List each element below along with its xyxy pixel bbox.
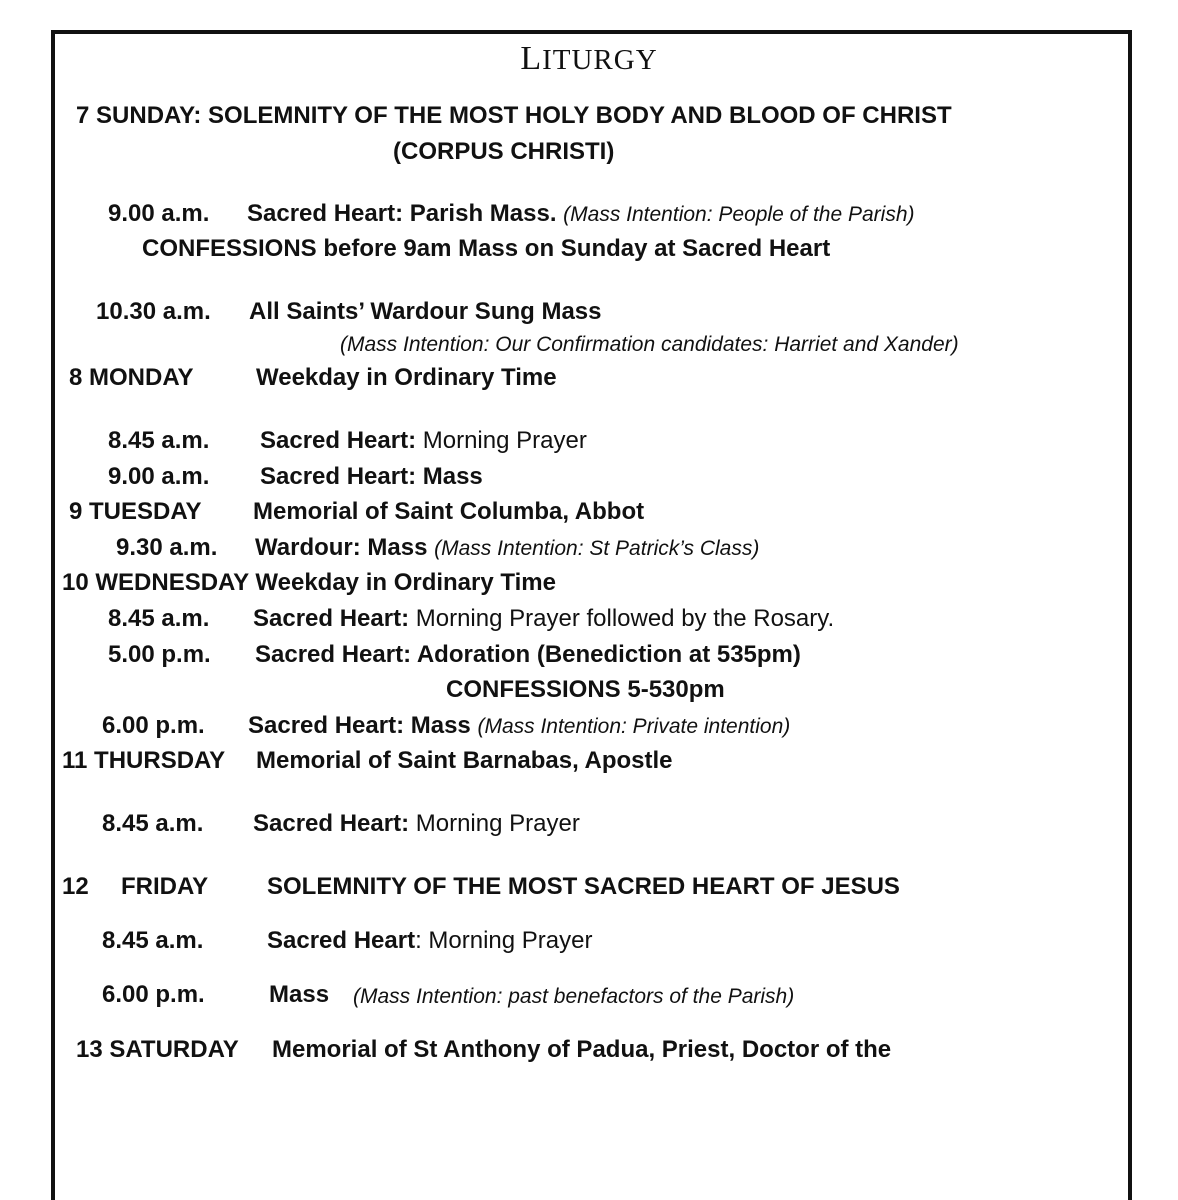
- day-description: Weekday in Ordinary Time: [256, 364, 557, 391]
- service-text: : Morning Prayer: [415, 927, 593, 954]
- mass-location: [253, 809, 580, 839]
- day-heading-friday-number: 12: [62, 873, 89, 900]
- service-text: Morning Prayer followed by the Rosary.: [409, 605, 835, 632]
- mass-location-text: Sacred Heart:: [253, 810, 410, 837]
- mass-time: 6.00 p.m.: [102, 981, 205, 1008]
- mass-intention: (Mass Intention: Our Confirmation candidates: Harriet and Xander): [340, 333, 959, 356]
- day-heading-saturday: 13 SATURDAY: [76, 1036, 239, 1063]
- mass-time: 8.45 a.m.: [102, 927, 204, 954]
- day-description: Memorial of Saint Columba, Abbot: [253, 498, 645, 525]
- day-description: Memorial of St Anthony of Padua, Priest, Doctor of the: [272, 1036, 892, 1063]
- mass-location: [248, 711, 790, 742]
- day-heading-tuesday: 9 TUESDAY: [69, 498, 202, 525]
- mass-time: 8.45 a.m.: [108, 605, 210, 632]
- mass-time: 6.00 p.m.: [102, 712, 205, 739]
- mass-intention: (Mass Intention: Private intention): [477, 715, 791, 738]
- mass-time: 8.45 a.m.: [102, 810, 204, 837]
- mass-time: 9.30 a.m.: [116, 534, 218, 561]
- day-heading-wednesday: 10 WEDNESDAY Weekday in Ordinary Time: [62, 569, 556, 596]
- mass-location: All Saints’ Wardour Sung Mass: [249, 298, 602, 325]
- mass-location-text: Sacred Heart:: [253, 605, 410, 632]
- service-text: Morning Prayer: [409, 810, 580, 837]
- mass-location-text: Sacred Heart: [267, 927, 416, 954]
- day-heading-thursday: 11 THURSDAY: [62, 747, 226, 774]
- mass-location: [255, 533, 759, 564]
- mass-location: Sacred Heart: Mass: [260, 463, 483, 490]
- mass-location: [267, 926, 592, 956]
- mass-location: Mass: [269, 981, 330, 1008]
- mass-time: 9.00 a.m.: [108, 463, 210, 490]
- confessions-note: CONFESSIONS 5-530pm: [446, 676, 725, 703]
- day-heading-sunday: 7 SUNDAY: SOLEMNITY OF THE MOST HOLY BODY AND BLOOD OF CHRIST: [76, 102, 952, 129]
- mass-time: 9.00 a.m.: [108, 200, 210, 227]
- day-heading-friday: FRIDAY: [121, 873, 209, 900]
- day-heading-sunday-subtitle: (CORPUS CHRISTI): [393, 138, 615, 165]
- day-description: Memorial of Saint Barnabas, Apostle: [256, 747, 673, 774]
- day-description: SOLEMNITY OF THE MOST SACRED HEART OF JESUS: [267, 873, 900, 900]
- day-heading-monday: 8 MONDAY: [69, 364, 194, 391]
- mass-location-text: Wardour: Mass: [255, 534, 428, 561]
- confessions-note: CONFESSIONS before 9am Mass on Sunday at Sacred Heart: [142, 235, 831, 262]
- mass-location-text: Sacred Heart: Parish Mass.: [247, 200, 557, 227]
- page-title: LITURGY: [520, 40, 658, 77]
- mass-location: [253, 604, 834, 634]
- mass-location: [260, 426, 587, 456]
- mass-time: 5.00 p.m.: [108, 641, 211, 668]
- mass-location: [247, 199, 915, 230]
- mass-location-text: Sacred Heart:: [260, 427, 417, 454]
- mass-intention: (Mass Intention: St Patrick’s Class): [434, 537, 760, 560]
- mass-intention: (Mass Intention: past benefactors of the Parish): [353, 985, 795, 1008]
- mass-location: Sacred Heart: Adoration (Benediction at 535pm): [255, 641, 801, 668]
- mass-location-text: Sacred Heart: Mass: [248, 712, 471, 739]
- mass-intention: (Mass Intention: People of the Parish): [563, 203, 915, 226]
- mass-time: 10.30 a.m.: [96, 298, 211, 325]
- service-text: Morning Prayer: [416, 427, 587, 454]
- mass-time: 8.45 a.m.: [108, 427, 210, 454]
